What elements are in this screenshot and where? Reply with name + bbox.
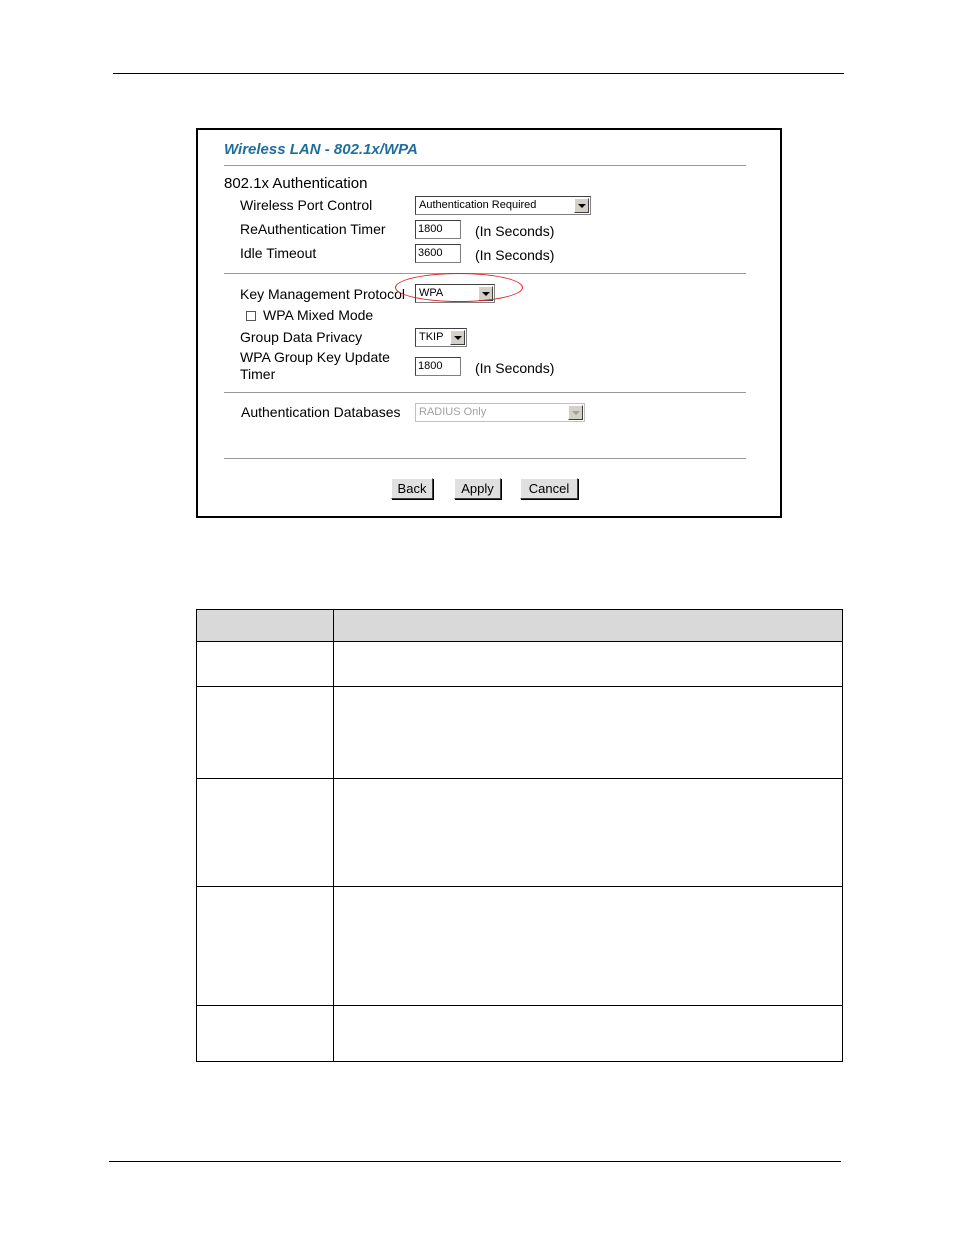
table-cell-description — [334, 687, 843, 779]
reauth-unit: (In Seconds) — [475, 223, 555, 239]
wpa-mixed-mode-label: WPA Mixed Mode — [263, 307, 374, 323]
table-header-description — [334, 610, 843, 642]
table-cell-label — [197, 1006, 334, 1062]
key-mgmt-value: WPA — [419, 287, 444, 299]
divider — [224, 165, 746, 166]
idle-timeout-label: Idle Timeout — [240, 245, 317, 261]
group-privacy-value: TKIP — [419, 331, 444, 343]
wireless-lan-screen — [196, 128, 782, 518]
idle-unit: (In Seconds) — [475, 247, 555, 263]
chevron-down-icon — [568, 405, 583, 420]
screen-title: Wireless LAN - 802.1x/WPA — [224, 141, 418, 158]
page-header-rule — [113, 73, 844, 74]
group-key-label: WPA Group Key Update — [240, 349, 390, 365]
apply-button[interactable]: Apply — [454, 478, 501, 499]
table-cell-description — [334, 779, 843, 887]
table-row — [197, 1006, 843, 1062]
wpa-mixed-mode-checkbox[interactable] — [246, 311, 256, 321]
auth-section-heading: 802.1x Authentication — [224, 175, 368, 192]
back-button[interactable]: Back — [391, 478, 433, 499]
chevron-down-icon[interactable] — [574, 198, 589, 213]
divider — [224, 458, 746, 459]
page-footer-rule — [109, 1161, 841, 1162]
chevron-down-icon[interactable] — [450, 330, 465, 345]
divider — [224, 273, 746, 274]
key-mgmt-select[interactable] — [415, 284, 495, 303]
auth-db-label: Authentication Databases — [241, 404, 401, 420]
reauth-timer-label: ReAuthentication Timer — [240, 221, 386, 237]
table-row — [197, 887, 843, 1006]
table-row — [197, 779, 843, 887]
table-row — [197, 642, 843, 687]
reauth-timer-input[interactable]: 1800 — [415, 220, 461, 239]
port-control-select[interactable] — [415, 196, 591, 215]
group-key-label-line2: Timer — [240, 366, 276, 382]
group-key-timer-input[interactable]: 1800 — [415, 357, 461, 376]
cancel-button[interactable]: Cancel — [520, 478, 578, 499]
table-cell-description — [334, 887, 843, 1006]
port-control-value: Authentication Required — [419, 199, 537, 211]
group-key-unit: (In Seconds) — [475, 360, 555, 376]
table-header-row — [197, 610, 843, 642]
table-cell-label — [197, 779, 334, 887]
table-cell-label — [197, 687, 334, 779]
table-cell-description — [334, 642, 843, 687]
chevron-down-icon[interactable] — [478, 286, 493, 301]
table-header-label — [197, 610, 334, 642]
table-row — [197, 687, 843, 779]
table-cell-description — [334, 1006, 843, 1062]
group-privacy-select[interactable] — [415, 328, 467, 347]
idle-timeout-input[interactable]: 3600 — [415, 244, 461, 263]
divider — [224, 392, 746, 393]
table-cell-label — [197, 887, 334, 1006]
key-mgmt-label: Key Management Protocol — [240, 286, 405, 302]
table-cell-label — [197, 642, 334, 687]
port-control-label: Wireless Port Control — [240, 197, 373, 213]
auth-db-select[interactable] — [415, 403, 585, 422]
field-description-table — [196, 609, 843, 1062]
group-privacy-label: Group Data Privacy — [240, 329, 363, 345]
auth-db-value: RADIUS Only — [419, 406, 487, 418]
